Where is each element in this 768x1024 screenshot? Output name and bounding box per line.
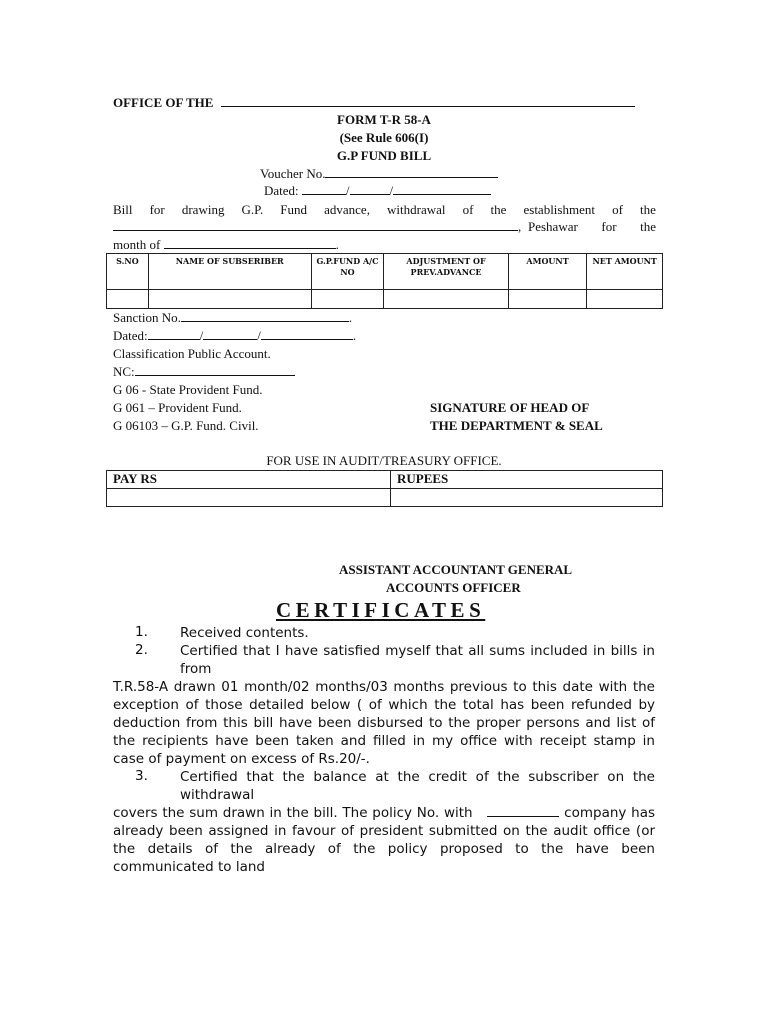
nc-line[interactable]: [135, 364, 295, 376]
subscriber-table: [106, 253, 663, 309]
bill-word: for: [149, 202, 165, 217]
audit-table-header: [107, 471, 663, 489]
item-3-text: Certified that the balance at the credit of the subscriber on the withdrawal: [180, 769, 655, 803]
cell-net-amount[interactable]: [587, 290, 663, 309]
sanction-month-line[interactable]: [203, 328, 257, 340]
col-net-amount: NET AMOUNT: [587, 254, 663, 290]
establishment-line[interactable]: [113, 219, 518, 231]
bill-word: Bill: [113, 202, 133, 217]
bill-text-line-1: [113, 202, 656, 218]
subscriber-table-header: [107, 254, 663, 290]
officer-line-1: ASSISTANT ACCOUNTANT GENERAL: [339, 562, 573, 577]
cell-name[interactable]: [148, 290, 311, 309]
col-sno: S.NO: [107, 254, 149, 290]
pay-rs-header: PAY RS: [107, 471, 391, 489]
bill-word: establishment: [523, 202, 595, 217]
signature-line-1: SIGNATURE OF HEAD OF: [430, 400, 590, 415]
item-2-number: 2.: [135, 642, 148, 658]
sanction-year-line[interactable]: [261, 328, 353, 340]
bill-title: G.P FUND BILL: [336, 148, 432, 163]
rule-reference: (See Rule 606(I): [339, 130, 429, 145]
pay-rs-cell[interactable]: [107, 489, 391, 507]
rupees-cell[interactable]: [391, 489, 663, 507]
sanction-number-line[interactable]: [181, 310, 349, 322]
g06-text: G 06 - State Provident Fund.: [113, 382, 263, 397]
col-adjustment: ADJUSTMENT OF PREV.ADVANCE: [384, 254, 508, 290]
form-title: FORM T-R 58-A: [337, 112, 431, 127]
bill-word: of: [462, 202, 474, 217]
g061-text: G 061 – Provident Fund.: [113, 400, 242, 415]
certificate-paragraph-3: covers the sum drawn in the bill. The policy No. with company has already been assigned in favour of president submitted on the audit office (or the details of the already of the policy proposed to the have been communicated to land: [113, 805, 656, 875]
office-name-line[interactable]: [221, 95, 635, 107]
g06103-text: G 06103 – G.P. Fund. Civil.: [113, 418, 259, 433]
bill-word: G.P.: [241, 202, 264, 217]
certificates-title: CERTIFICATES: [276, 598, 486, 622]
office-label: OFFICE OF THE: [113, 95, 635, 111]
col-amount: AMOUNT: [508, 254, 587, 290]
item-1-number: 1.: [135, 624, 148, 640]
voucher-field: Voucher No.: [260, 166, 498, 182]
officer-line-2: ACCOUNTS OFFICER: [386, 580, 521, 595]
bill-word: withdrawal: [387, 202, 446, 217]
rupees-header: RUPEES: [391, 471, 663, 489]
bill-text-line-3: month of .: [113, 237, 339, 252]
item-3-number: 3.: [135, 768, 148, 784]
sanction-day-line[interactable]: [148, 328, 200, 340]
cell-amount[interactable]: [508, 290, 587, 309]
item-2-text: Certified that I have satisfied myself that all sums included in bills in from: [180, 643, 655, 677]
bill-word: the: [490, 202, 507, 217]
cell-adjustment[interactable]: [384, 290, 508, 309]
bill-word: of: [612, 202, 623, 217]
certificate-paragraph-2: T.R.58-A drawn 01 month/02 months/03 months previous to this date with the exception of those detailed below ( of which the total has been refunded by deduction from this bill have been disbursed to the proper persons and list of the recipients have been taken and filled in my office with receipt stamp in case of payment on excess of Rs.20/-.: [113, 679, 655, 767]
sanction-dated-field: Dated: / / .: [113, 328, 357, 343]
voucher-number-line[interactable]: [325, 166, 498, 178]
bill-word: drawing: [181, 202, 225, 217]
dated-year-line[interactable]: [393, 183, 491, 195]
dated-day-line[interactable]: [302, 183, 346, 195]
cell-gpfund[interactable]: [311, 290, 384, 309]
col-gpfund: G.P.FUND A/C NO: [311, 254, 384, 290]
item-1-text: Received contents.: [180, 625, 309, 641]
nc-field: NC:: [113, 364, 295, 380]
dated-month-line[interactable]: [350, 183, 390, 195]
dated-field: Dated: / /: [264, 183, 491, 199]
bill-text-line-2: , Peshawar for the: [113, 219, 656, 235]
bill-word: Fund: [280, 202, 308, 217]
audit-table: [106, 470, 663, 507]
signature-line-2: THE DEPARTMENT & SEAL: [430, 418, 603, 433]
cell-sno[interactable]: [107, 290, 149, 309]
bill-word: the: [639, 202, 656, 217]
month-line[interactable]: [164, 237, 336, 249]
col-name: NAME OF SUBSERIBER: [148, 254, 311, 290]
sanction-field: Sanction No. .: [113, 310, 353, 325]
subscriber-table-row: [107, 290, 663, 309]
classification-text: Classification Public Account.: [113, 346, 271, 361]
policy-company-line[interactable]: [487, 805, 559, 817]
audit-table-row: [107, 489, 663, 507]
bill-word: advance,: [324, 202, 370, 217]
audit-heading: FOR USE IN AUDIT/TREASURY OFFICE.: [266, 453, 502, 468]
